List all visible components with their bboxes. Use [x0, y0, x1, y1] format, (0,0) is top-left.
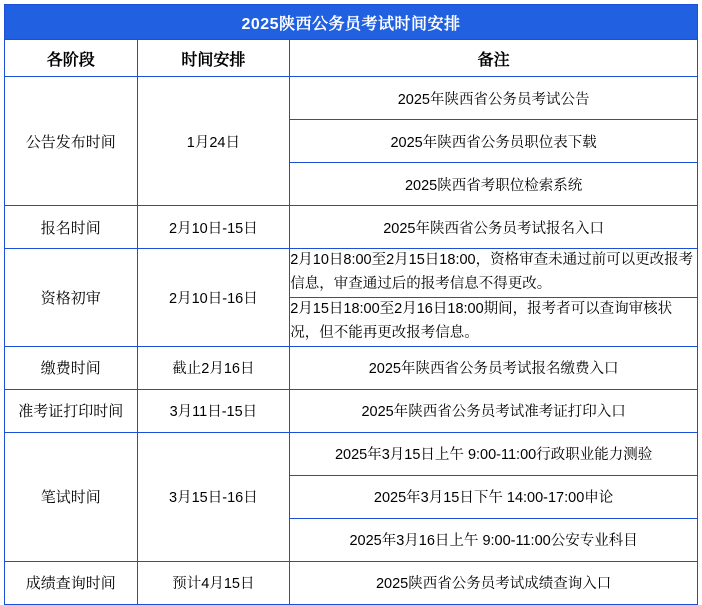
note-line: 2025年陕西省公务员考试准考证打印入口 — [290, 389, 698, 432]
time-label: 截止2月16日 — [137, 346, 290, 389]
column-header-notes: 备注 — [290, 40, 698, 77]
note-line: 2025年3月15日上午 9:00-11:00行政职业能力测验 — [290, 432, 698, 475]
stage-label: 准考证打印时间 — [5, 389, 138, 432]
stage-label: 报名时间 — [5, 206, 138, 249]
table-row — [5, 389, 698, 432]
table-sheet — [0, 4, 702, 593]
time-label: 2月10日-16日 — [137, 249, 290, 347]
note-line: 2025年陕西省公务员考试报名缴费入口 — [290, 346, 698, 389]
stage-label: 缴费时间 — [5, 346, 138, 389]
stage-label: 笔试时间 — [5, 432, 138, 561]
note-line: 2025陕西省考职位检索系统 — [290, 163, 698, 206]
table-row — [5, 249, 698, 298]
table-row — [5, 561, 698, 604]
column-header-stage: 各阶段 — [5, 40, 138, 77]
stage-label: 资格初审 — [5, 249, 138, 347]
note-line: 2025年陕西省公务员考试公告 — [290, 77, 698, 120]
note-line: 2025年3月15日下午 14:00-17:00申论 — [290, 475, 698, 518]
time-label: 2月10日-15日 — [137, 206, 290, 249]
note-line: 2月15日18:00至2月16日18:00期间，报考者可以查询审核状况，但不能再更改报考信息。 — [290, 297, 698, 346]
note-line: 2025年陕西省公务员考试报名入口 — [290, 206, 698, 249]
note-line: 2025年3月16日上午 9:00-11:00公安专业科目 — [290, 518, 698, 561]
exam-schedule-table — [4, 4, 698, 605]
table-row — [5, 432, 698, 475]
note-line: 2月10日8:00至2月15日18:00，资格审查未通过前可以更改报考信息，审查通过后的报考信息不得更改。 — [290, 249, 698, 298]
table-row — [5, 77, 698, 120]
stage-label: 成绩查询时间 — [5, 561, 138, 604]
table-row — [5, 206, 698, 249]
table-title-row — [5, 5, 698, 40]
note-line: 2025陕西省公务员考试成绩查询入口 — [290, 561, 698, 604]
time-label: 预计4月15日 — [137, 561, 290, 604]
table-header-row — [5, 40, 698, 77]
column-header-time: 时间安排 — [137, 40, 290, 77]
page-title: 2025陕西公务员考试时间安排 — [5, 5, 698, 40]
time-label: 3月11日-15日 — [137, 389, 290, 432]
note-line: 2025年陕西省公务员职位表下载 — [290, 120, 698, 163]
table-row — [5, 346, 698, 389]
time-label: 3月15日-16日 — [137, 432, 290, 561]
stage-label: 公告发布时间 — [5, 77, 138, 206]
time-label: 1月24日 — [137, 77, 290, 206]
